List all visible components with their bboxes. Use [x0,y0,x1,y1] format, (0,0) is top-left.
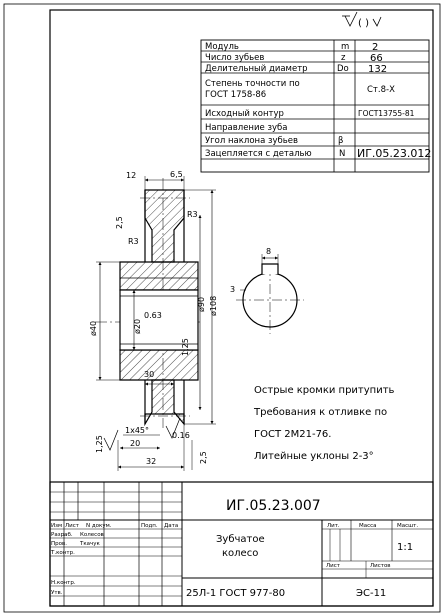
dim-d20: ø20 [133,318,142,334]
dim-0-63: 0.63 [144,311,162,320]
param-name-mating-part: Зацепляется с деталью [205,149,312,159]
title-block [50,482,433,606]
dim-r3-left: R3 [128,237,139,246]
dim-key-8: 8 [266,247,272,256]
dim-30: 30 [144,370,155,379]
param-val-pitch-diameter: 132 [368,64,388,75]
note-2: Требования к отливке по [254,407,388,418]
param-val-accuracy: Cт.8-X [367,85,395,95]
dim-key-3: 3 [230,285,236,294]
dim-6-5: 6,5 [170,170,183,179]
roughness-mark [342,12,381,29]
tb-col-mass: Масса [359,523,377,529]
param-name-profile: Исходный контур [205,109,284,119]
roughness-text: ( ) [358,18,369,29]
tb-material: 25Л-1 ГОСТ 977-80 [186,588,286,599]
note-3: ГОСТ 2М21-76. [254,429,332,440]
tb-row-sheet: Лист [65,523,79,529]
tb-nkontr: Н.контр. [51,580,76,586]
dim-2-5-top: 2,5 [115,216,124,229]
dim-2-5-bottom: 2,5 [199,451,208,464]
tb-group: ЭС-11 [356,588,387,599]
param-name-accuracy-line1: Степень точности по [205,79,300,89]
dim-d90: ø90 [197,296,206,312]
tb-row-doc: N докум. [86,523,112,529]
param-name-direction: Направление зуба [205,123,288,133]
tb-row-change: Изм [51,523,63,529]
param-name-module: Модуль [205,42,239,52]
tb-col-sheets: Листов [370,563,391,569]
parameter-table [201,40,431,172]
param-val-module: 2 [372,42,379,53]
tb-row-date: Дата [164,523,179,529]
param-name-helix-angle: Угол наклона зубьев [205,136,299,146]
dim-0-16: 0.16 [172,431,190,440]
keyway-view [230,247,304,334]
note-1: Острые кромки притупить [254,385,395,396]
tb-row-sign: Подп. [141,523,158,529]
param-name-accuracy-line2: ГОСТ 1758-86 [205,90,267,100]
param-name-teeth: Число зубьев [205,53,265,63]
param-val-teeth: 66 [370,53,383,64]
tb-prov-name: Ткачук [80,541,100,547]
tb-utv: Утв. [51,590,63,596]
param-sym-mating-part: N [339,149,346,159]
param-sym-pitch-diameter: Do [337,64,349,74]
tb-part-name-2: колесо [222,548,259,559]
tb-razrab-name: Колесов [80,532,104,538]
tb-designation: ИГ.05.23.007 [226,498,321,514]
technical-notes [253,385,395,462]
param-name-pitch-diameter: Делительный диаметр [205,64,308,74]
dim-12: 12 [126,171,137,180]
tb-scale: 1:1 [397,542,414,553]
param-sym-module: m [341,42,350,52]
dim-d108: ø108 [209,295,218,316]
note-4: Литейные уклоны 2-3° [254,451,374,462]
param-sym-helix-angle: β [338,136,344,146]
dim-r3-right: R3 [187,210,198,219]
param-val-profile: ГОСТ13755-81 [358,109,415,118]
tb-col-scale: Масшт. [397,523,419,529]
tb-part-name-1: Зубчатое [216,534,265,545]
tb-prov: Пров. [51,541,67,547]
tb-tkontr: Т.контр. [51,550,75,556]
dim-1-25-bottom: 1,25 [95,435,104,453]
dim-chamfer: 1x45° [125,426,150,435]
dim-20-bottom: 20 [130,439,141,448]
param-val-mating-part: ИГ.05.23.012 [357,147,432,160]
gear-section-view [95,178,200,428]
tb-col-sheet: Лист [326,563,340,569]
tb-col-lit: Лит. [327,523,340,529]
param-sym-teeth: z [341,53,346,63]
tb-razrab: Разраб. [51,532,73,538]
dim-1-25-mid: 1,25 [181,338,190,356]
dim-d40: ø40 [89,320,98,336]
dim-32: 32 [146,457,157,466]
